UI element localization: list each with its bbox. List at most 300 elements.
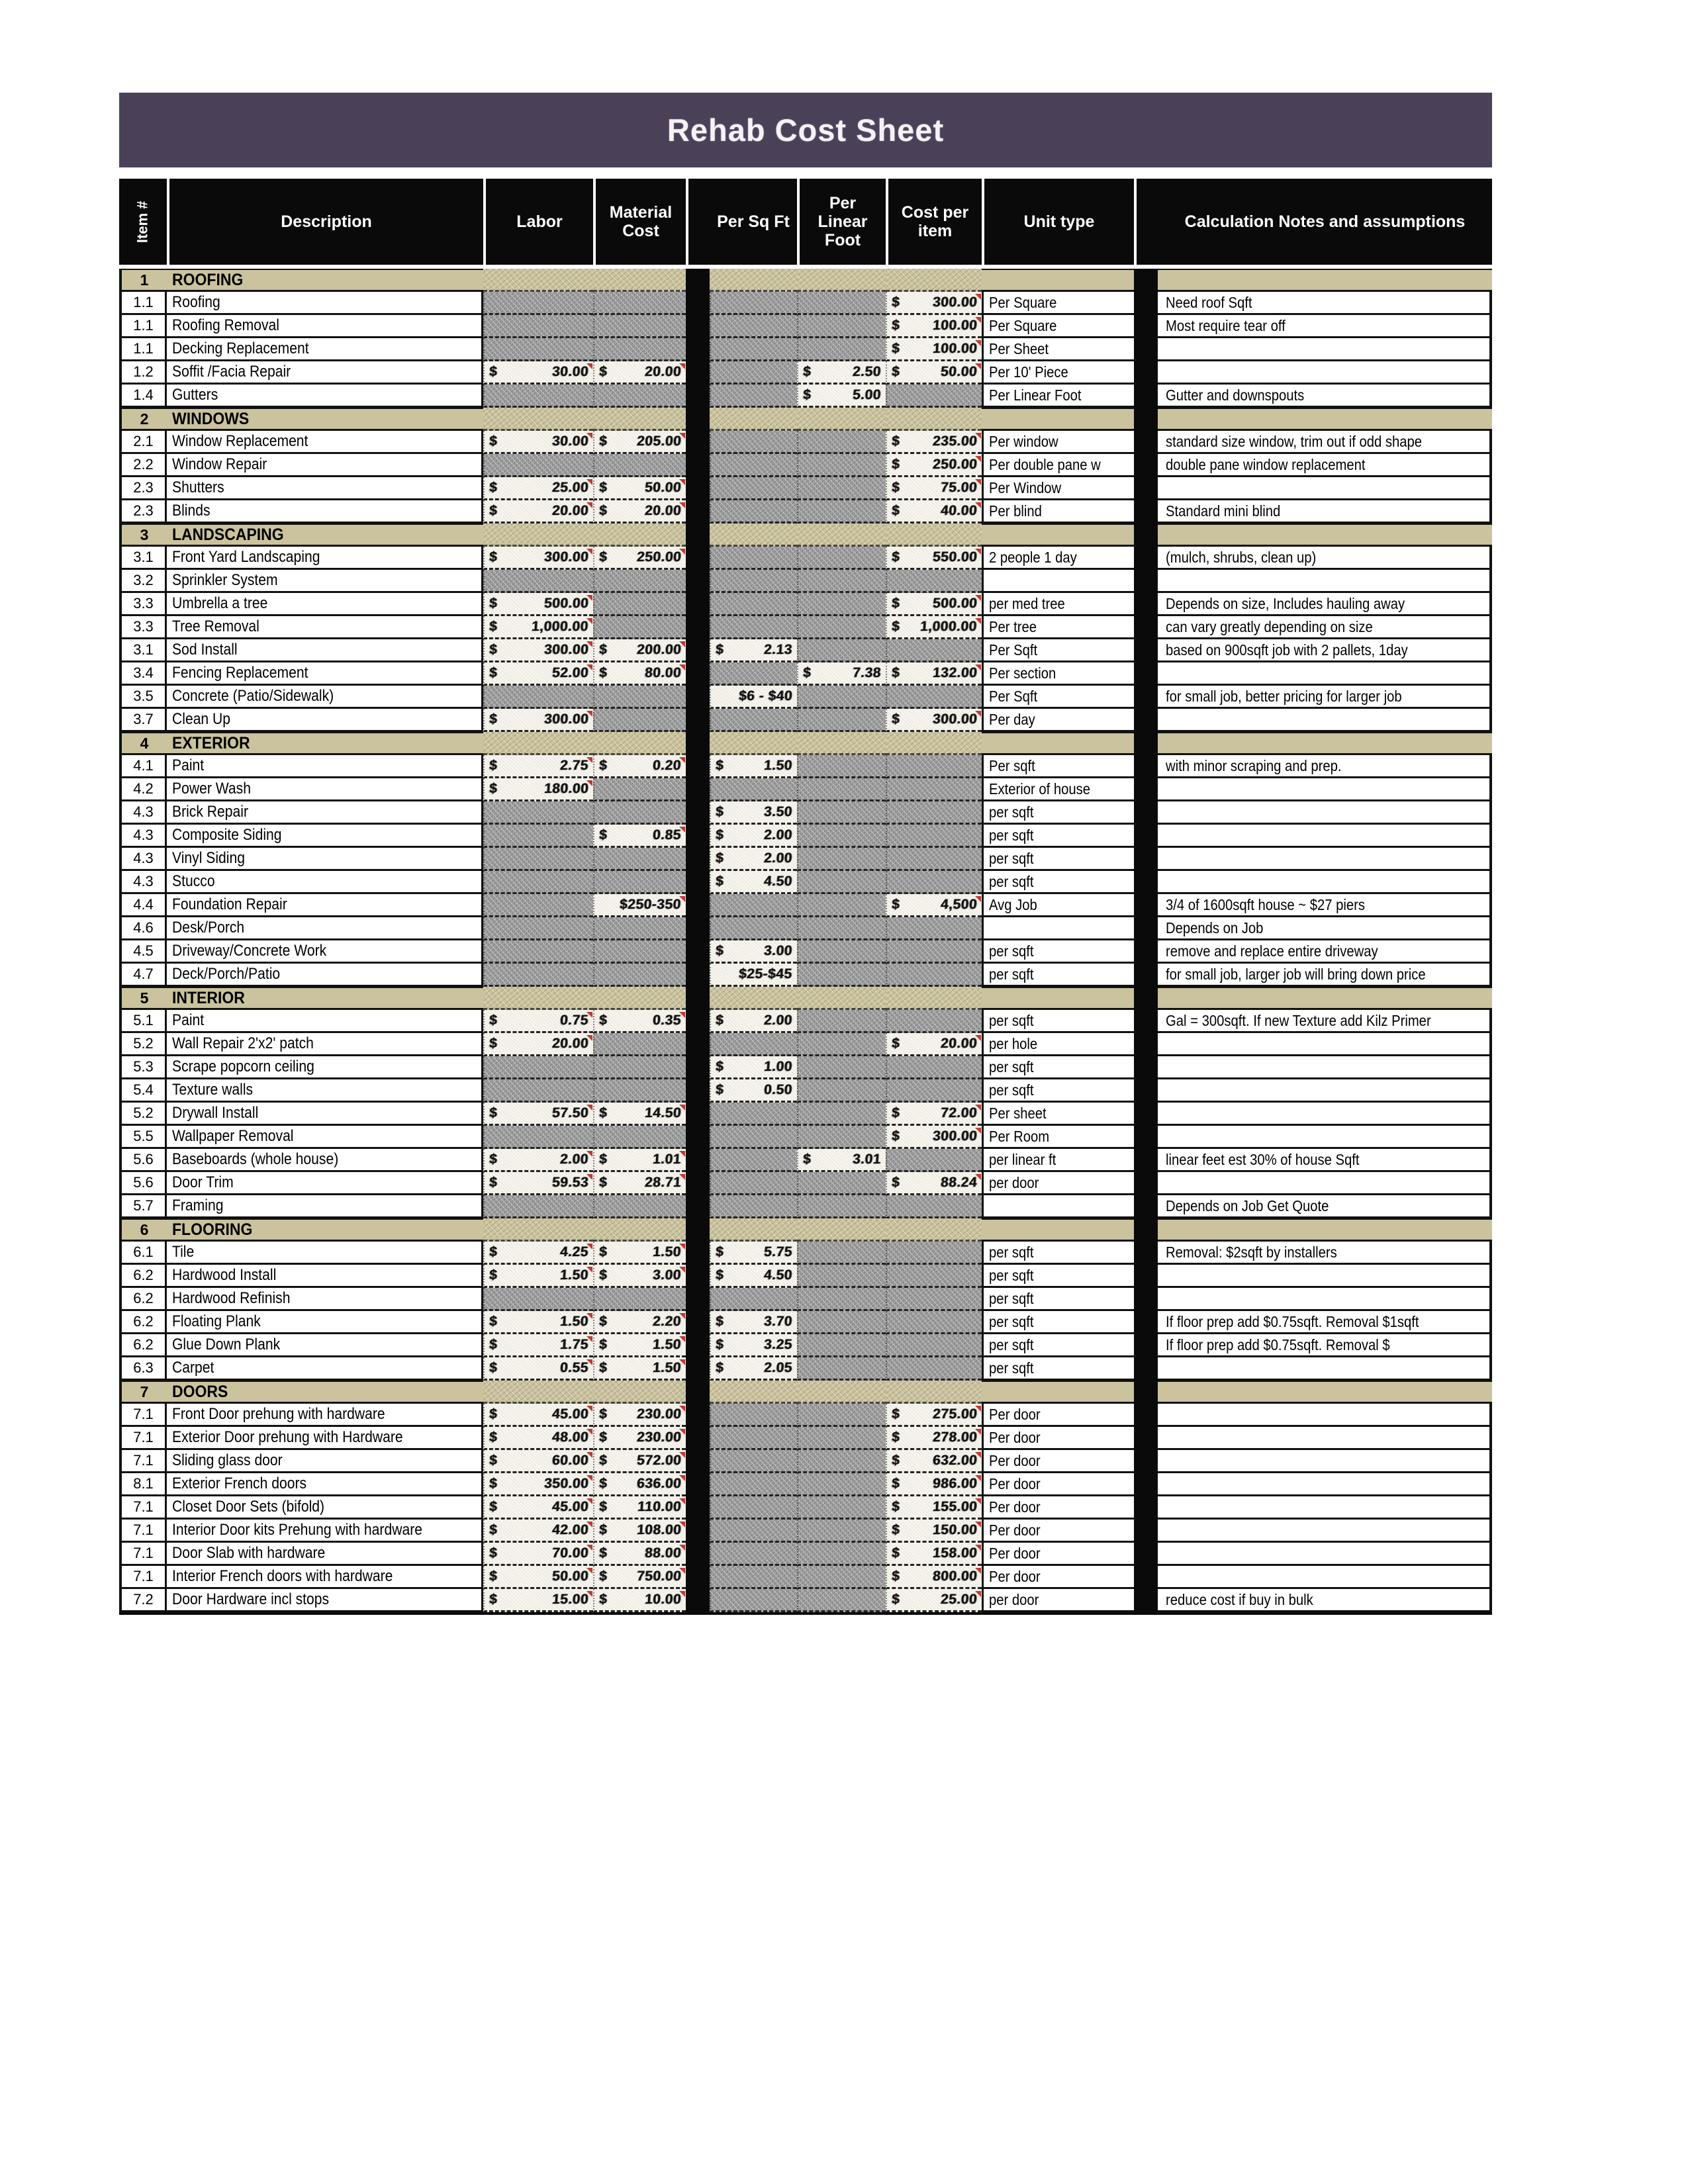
cell-notes [1158, 1103, 1492, 1126]
cell-unit-type [982, 1149, 1134, 1172]
section-cell-labor [483, 987, 593, 1010]
cell-material-cost [593, 315, 686, 338]
cell-notes-text: Most require tear off [1166, 316, 1286, 334]
cell-material-cost [593, 940, 686, 964]
cell-description-text: Front Door prehung with hardware [172, 1405, 385, 1423]
cell-cost-per-item [886, 639, 982, 662]
cell-description [167, 1427, 483, 1450]
cell-value: 1.50 [763, 758, 793, 773]
column-band [1134, 1334, 1158, 1357]
section-cell-labor [483, 269, 593, 292]
column-band [1134, 570, 1158, 593]
cell-material-cost [593, 547, 686, 570]
section-number: 6 [119, 1218, 167, 1242]
cell-notes [1158, 917, 1492, 940]
cell-value: 30.00 [551, 433, 589, 449]
cell-notes [1158, 593, 1492, 616]
cell-unit-type [982, 1242, 1134, 1265]
column-band [1134, 523, 1158, 547]
cell-per-linear-foot [797, 1473, 886, 1496]
cell-value: 52.00 [551, 665, 589, 680]
cell-value: 1,000.00 [531, 619, 589, 634]
cell-per-linear-foot [797, 1126, 886, 1149]
column-band [686, 1149, 710, 1172]
section-cell-per-linear [797, 987, 886, 1010]
cell-notes [1158, 1079, 1492, 1103]
cell-notes-text: Gal = 300sqft. If new Texture add Kilz Primer [1166, 1011, 1431, 1029]
currency-symbol: $ [598, 1314, 608, 1329]
cell-description [167, 1265, 483, 1288]
cell-notes [1158, 871, 1492, 894]
cell-material-cost [593, 871, 686, 894]
cell-description-text: Hardwood Install [172, 1266, 277, 1284]
cell-per-sqft [710, 686, 797, 709]
cell-per-sqft [710, 1056, 797, 1079]
cell-notes-text: If floor prep add $0.75sqft. Removal $ [1166, 1336, 1390, 1353]
column-band [1134, 755, 1158, 778]
cell-unit-type [982, 1543, 1134, 1566]
cell-material-cost [593, 778, 686, 801]
column-band [1134, 1311, 1158, 1334]
column-band [686, 732, 710, 755]
cell-per-linear-foot [797, 315, 886, 338]
currency-symbol: $ [598, 364, 608, 379]
cell-per-linear-foot [797, 1288, 886, 1311]
section-number: 5 [119, 987, 167, 1010]
cell-material-cost [593, 292, 686, 315]
cell-per-linear-foot [797, 1033, 886, 1056]
cell-item-number: 2.3 [119, 500, 167, 523]
cell-description-text: Stucco [172, 872, 215, 890]
cell-unit-type-text: Per Sqft [989, 641, 1038, 659]
currency-symbol: $ [489, 1592, 498, 1607]
cell-description-text: Shutters [172, 478, 224, 496]
column-band [1134, 871, 1158, 894]
banner-gap [119, 167, 1492, 179]
cell-notes [1158, 801, 1492, 825]
cell-value: 20.00 [644, 364, 682, 379]
cell-labor [483, 1543, 593, 1566]
currency-symbol: $ [891, 341, 901, 356]
cell-per-linear-foot [797, 1357, 886, 1381]
cell-cost-per-item [886, 1473, 982, 1496]
cell-value: 25.00 [551, 480, 589, 495]
cell-description-text: Paint [172, 756, 205, 774]
cell-unit-type [982, 1265, 1134, 1288]
cell-notes [1158, 1288, 1492, 1311]
cell-description [167, 593, 483, 616]
cell-value: $25-$45 [738, 966, 793, 981]
currency-symbol: $ [715, 943, 725, 958]
currency-symbol: $ [598, 827, 608, 842]
column-band [686, 871, 710, 894]
cell-notes [1158, 1242, 1492, 1265]
cell-item-number: 6.2 [119, 1265, 167, 1288]
currency-symbol: $ [891, 1105, 901, 1120]
cell-unit-type-text: per sqft [989, 872, 1034, 890]
currency-symbol: $ [598, 1244, 608, 1259]
cell-value: 0.20 [652, 758, 682, 773]
cell-per-sqft [710, 1473, 797, 1496]
cell-material-cost [593, 1357, 686, 1381]
section-cell-per-sqft [710, 1218, 797, 1242]
cell-material-cost [593, 686, 686, 709]
cell-labor [483, 686, 593, 709]
cell-description [167, 1450, 483, 1473]
cost-table [119, 179, 1492, 1615]
currency-symbol: $ [598, 1522, 608, 1537]
column-band [686, 964, 710, 987]
cell-material-cost [593, 1079, 686, 1103]
cell-item-number: 6.1 [119, 1242, 167, 1265]
cell-description [167, 385, 483, 408]
column-band [686, 1195, 710, 1218]
column-band [686, 593, 710, 616]
column-band [1134, 1242, 1158, 1265]
cell-description-text: Power Wash [172, 780, 251, 797]
currency-symbol: $ [598, 1545, 608, 1561]
cell-value: 75.00 [940, 480, 978, 495]
cell-item-number: 1.2 [119, 361, 167, 385]
cell-description-text: Blinds [172, 502, 211, 520]
cell-per-linear-foot [797, 778, 886, 801]
cell-notes [1158, 1520, 1492, 1543]
cell-description-text: Drywall Install [172, 1104, 259, 1122]
cell-unit-type-text: per sqft [989, 1058, 1034, 1075]
currency-symbol: $ [891, 619, 901, 634]
currency-symbol: $ [715, 1360, 725, 1375]
column-band [686, 570, 710, 593]
cell-value: 750.00 [635, 1569, 682, 1584]
cell-unit-type [982, 686, 1134, 709]
column-band [686, 755, 710, 778]
section-title-text: WINDOWS [172, 409, 250, 428]
cell-value: 4.50 [763, 1267, 793, 1283]
currency-symbol: $ [598, 549, 608, 565]
cell-unit-type [982, 1056, 1134, 1079]
cell-notes [1158, 662, 1492, 686]
col-header-unit-type: Unit type [982, 179, 1134, 265]
cell-value: 5.00 [852, 387, 882, 402]
cell-notes [1158, 940, 1492, 964]
cell-unit-type [982, 1427, 1134, 1450]
currency-symbol: $ [598, 1499, 608, 1514]
cell-value: 3.50 [763, 804, 793, 819]
cell-description [167, 1357, 483, 1381]
cell-item-number: 7.1 [119, 1543, 167, 1566]
cell-item-number: 7.1 [119, 1496, 167, 1520]
section-cell-notes [1158, 269, 1492, 292]
cell-material-cost [593, 593, 686, 616]
cell-unit-type [982, 1311, 1134, 1334]
currency-symbol: $ [489, 619, 498, 634]
currency-symbol: $ [489, 711, 498, 727]
cell-unit-type-text: per sqft [989, 1289, 1034, 1307]
rehab-cost-sheet-page [119, 93, 1492, 1615]
cell-material-cost [593, 1496, 686, 1520]
currency-symbol: $ [489, 1453, 498, 1468]
column-band [686, 338, 710, 361]
section-number: 1 [119, 269, 167, 292]
column-band [686, 1288, 710, 1311]
cell-item-number: 5.5 [119, 1126, 167, 1149]
cell-item-number: 4.5 [119, 940, 167, 964]
column-band [1134, 1103, 1158, 1126]
cell-unit-type-text: Per section [989, 664, 1056, 682]
cell-unit-type-text: per sqft [989, 1312, 1034, 1330]
cell-unit-type [982, 338, 1134, 361]
section-cell-material [593, 732, 686, 755]
cell-item-number: 3.5 [119, 686, 167, 709]
cell-cost-per-item [886, 315, 982, 338]
cell-cost-per-item [886, 1334, 982, 1357]
currency-symbol: $ [489, 1499, 498, 1514]
cell-labor [483, 662, 593, 686]
cell-value: 30.00 [551, 364, 589, 379]
col-header-material-cost: Material Cost [593, 179, 686, 265]
cell-value: 300.00 [931, 711, 978, 727]
cell-per-linear-foot [797, 1149, 886, 1172]
cell-unit-type [982, 662, 1134, 686]
cell-value: 300.00 [931, 295, 978, 310]
title-banner [119, 93, 1492, 167]
cell-description-text: Sprinkler System [172, 571, 278, 589]
currency-symbol: $ [891, 1036, 901, 1051]
cell-labor [483, 871, 593, 894]
cell-description [167, 848, 483, 871]
cell-description [167, 361, 483, 385]
cell-item-number: 8.1 [119, 1473, 167, 1496]
cell-material-cost [593, 1543, 686, 1566]
cell-labor [483, 616, 593, 639]
column-band [1134, 1357, 1158, 1381]
column-band [686, 1242, 710, 1265]
currency-symbol: $ [489, 642, 498, 657]
currency-symbol: $ [489, 1406, 498, 1422]
section-number: 3 [119, 523, 167, 547]
cell-per-linear-foot [797, 964, 886, 987]
cell-per-sqft [710, 1450, 797, 1473]
cell-value: 230.00 [635, 1430, 682, 1445]
section-title-text: EXTERIOR [172, 733, 250, 752]
cell-value: 25.00 [940, 1592, 978, 1607]
cell-material-cost [593, 1288, 686, 1311]
cell-per-linear-foot [797, 1450, 886, 1473]
column-band [686, 778, 710, 801]
cell-per-sqft [710, 570, 797, 593]
cell-labor [483, 454, 593, 477]
col-header-cost-per-item: Cost per item [886, 179, 982, 265]
currency-symbol: $ [489, 1152, 498, 1167]
column-band [686, 1381, 710, 1404]
cell-unit-type-text: Per sqft [989, 756, 1035, 774]
cell-unit-type [982, 1195, 1134, 1218]
cell-labor [483, 1334, 593, 1357]
cell-value: 250.00 [931, 457, 978, 472]
currency-symbol: $ [891, 457, 901, 472]
cell-value: 0.85 [652, 827, 682, 842]
column-band [686, 940, 710, 964]
cell-cost-per-item [886, 871, 982, 894]
currency-symbol: $ [489, 364, 498, 379]
column-band [1134, 1520, 1158, 1543]
currency-symbol: $ [598, 1337, 608, 1352]
cell-material-cost [593, 500, 686, 523]
cell-value: 4.25 [559, 1244, 589, 1259]
cell-value: 2.75 [559, 758, 589, 773]
column-band [686, 523, 710, 547]
cell-notes-text: for small job, larger job will bring down price [1166, 965, 1426, 983]
cell-description-text: Sliding glass door [172, 1451, 283, 1469]
column-band [1134, 1404, 1158, 1427]
column-band [686, 408, 710, 431]
cell-description-text: Fencing Replacement [172, 664, 308, 682]
cell-notes-text: remove and replace entire driveway [1166, 942, 1378, 960]
section-cell-cost-per-item [886, 1381, 982, 1404]
cell-unit-type-text: per sqft [989, 1359, 1034, 1377]
cell-value: 1.00 [763, 1059, 793, 1074]
cell-value: 0.50 [763, 1082, 793, 1097]
column-band [1134, 454, 1158, 477]
cell-description-text: Door Hardware incl stops [172, 1590, 330, 1608]
cell-description [167, 639, 483, 662]
cell-description [167, 1566, 483, 1589]
cell-description-text: Vinyl Siding [172, 849, 245, 867]
cell-description-text: Carpet [172, 1359, 214, 1377]
currency-symbol: $ [598, 642, 608, 657]
column-band [1134, 778, 1158, 801]
cell-unit-type [982, 1357, 1134, 1381]
currency-symbol: $ [489, 1545, 498, 1561]
cell-value: 205.00 [635, 433, 682, 449]
cell-cost-per-item [886, 431, 982, 454]
cell-per-sqft [710, 1543, 797, 1566]
column-band [686, 1126, 710, 1149]
section-title-text: FLOORING [172, 1220, 253, 1239]
currency-symbol: $ [598, 1267, 608, 1283]
column-band [686, 292, 710, 315]
cell-notes-text: Standard mini blind [1166, 502, 1281, 520]
section-title [167, 987, 483, 1010]
cell-notes-text: with minor scraping and prep. [1166, 756, 1342, 774]
cell-per-sqft [710, 454, 797, 477]
column-band [686, 1311, 710, 1334]
cell-unit-type [982, 315, 1134, 338]
cell-per-sqft [710, 1357, 797, 1381]
cell-value: 632.00 [931, 1453, 978, 1468]
currency-symbol: $ [489, 1522, 498, 1537]
column-band [686, 894, 710, 917]
cell-unit-type-text: per sqft [989, 1081, 1034, 1099]
cell-item-number: 3.3 [119, 616, 167, 639]
column-band [1134, 732, 1158, 755]
cell-value: 158.00 [931, 1545, 978, 1561]
cell-notes [1158, 1404, 1492, 1427]
cell-material-cost [593, 1033, 686, 1056]
cell-item-number: 7.1 [119, 1450, 167, 1473]
cell-per-linear-foot [797, 1427, 886, 1450]
section-cell-material [593, 408, 686, 431]
cell-per-sqft [710, 871, 797, 894]
cell-cost-per-item [886, 1056, 982, 1079]
section-cell-notes [1158, 523, 1492, 547]
cell-labor [483, 1195, 593, 1218]
cell-item-number: 5.6 [119, 1172, 167, 1195]
cell-unit-type-text: Per Sqft [989, 687, 1038, 705]
cell-value: 1.50 [652, 1360, 682, 1375]
cell-description-text: Framing [172, 1197, 224, 1214]
section-cell-per-linear [797, 408, 886, 431]
cell-per-sqft [710, 338, 797, 361]
column-band [1134, 1195, 1158, 1218]
column-band [1134, 940, 1158, 964]
cell-labor [483, 709, 593, 732]
section-title-text: ROOFING [172, 270, 244, 289]
section-title [167, 732, 483, 755]
cell-cost-per-item [886, 940, 982, 964]
cell-value: 150.00 [931, 1522, 978, 1537]
cell-per-linear-foot [797, 1010, 886, 1033]
cell-description [167, 940, 483, 964]
cell-per-linear-foot [797, 616, 886, 639]
cell-material-cost [593, 1311, 686, 1334]
section-cell-cost-per-item [886, 732, 982, 755]
cell-per-sqft [710, 1589, 797, 1612]
cell-notes [1158, 1427, 1492, 1450]
cell-per-sqft [710, 431, 797, 454]
section-cell-cost-per-item [886, 269, 982, 292]
cell-value: 132.00 [931, 665, 978, 680]
cell-cost-per-item [886, 477, 982, 500]
column-band [1134, 1496, 1158, 1520]
cell-notes [1158, 1589, 1492, 1612]
cell-value: 70.00 [551, 1545, 589, 1561]
column-band [686, 385, 710, 408]
cell-per-sqft [710, 1288, 797, 1311]
cell-per-sqft [710, 1520, 797, 1543]
column-band [1134, 1010, 1158, 1033]
cell-unit-type-text: Per Square [989, 293, 1057, 311]
cell-per-sqft [710, 1010, 797, 1033]
cell-unit-type [982, 616, 1134, 639]
cell-description-text: Paint [172, 1011, 205, 1029]
cell-unit-type [982, 1404, 1134, 1427]
cell-labor [483, 1242, 593, 1265]
cell-cost-per-item [886, 1520, 982, 1543]
cell-per-linear-foot [797, 1195, 886, 1218]
cell-description [167, 1126, 483, 1149]
column-band [686, 686, 710, 709]
section-cell-notes [1158, 1381, 1492, 1404]
cell-unit-type [982, 570, 1134, 593]
section-cell-unit [982, 1381, 1134, 1404]
cell-description-text: Desk/Porch [172, 919, 245, 936]
cell-cost-per-item [886, 454, 982, 477]
cell-description [167, 1103, 483, 1126]
cell-labor [483, 1473, 593, 1496]
column-band [1134, 801, 1158, 825]
cell-cost-per-item [886, 1427, 982, 1450]
cell-description-text: Tree Removal [172, 617, 259, 635]
cell-value: 2.00 [763, 850, 793, 866]
cell-unit-type [982, 547, 1134, 570]
cell-notes [1158, 1033, 1492, 1056]
cell-unit-type-text: Per door [989, 1567, 1041, 1585]
cell-notes [1158, 755, 1492, 778]
cell-per-sqft [710, 1265, 797, 1288]
cell-material-cost [593, 1149, 686, 1172]
cell-cost-per-item [886, 593, 982, 616]
